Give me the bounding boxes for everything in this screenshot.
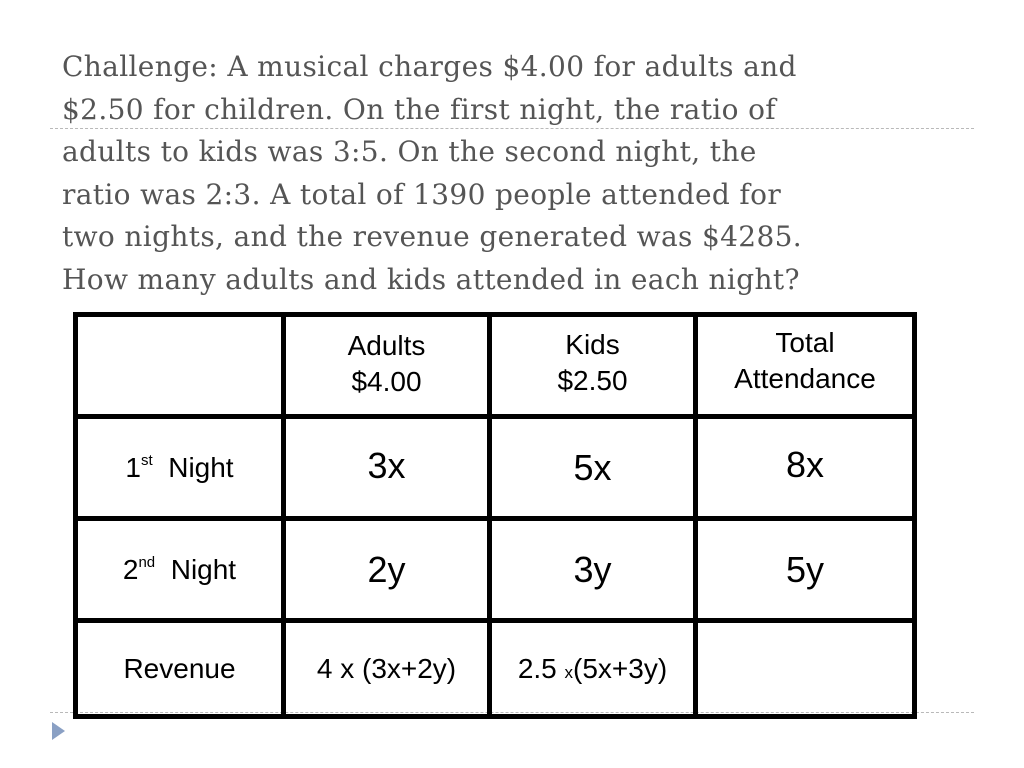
problem-line-1: Challenge: A musical charges $4.00 for adults and — [62, 50, 797, 83]
night1-num: 1 — [125, 451, 141, 483]
problem-line-4: ratio was 2:3. A total of 1390 people attended for — [62, 177, 782, 211]
night1-total: 8x — [696, 417, 915, 519]
problem-statement — [62, 46, 982, 301]
triangle-right-icon — [52, 722, 65, 740]
ratio-table — [73, 312, 917, 719]
problem-line-2: $2.50 for children. On the first night, the ratio of — [62, 92, 776, 126]
table-row-revenue — [76, 621, 915, 717]
revenue-kids — [490, 621, 696, 717]
header-adults — [284, 315, 490, 417]
row-label-revenue: Revenue — [76, 621, 284, 717]
night1-sup: st — [140, 451, 153, 469]
night2-adults: 2y — [284, 519, 490, 621]
revenue-total — [696, 621, 915, 717]
revenue-adults: 4 x (3x+2y) — [284, 621, 490, 717]
night2-sup: nd — [138, 553, 156, 571]
table-row-night1 — [76, 417, 915, 519]
revenue-kids-x: x — [564, 662, 574, 682]
problem-line-5: two nights, and the revenue generated was $4285. — [62, 220, 803, 253]
header-total — [696, 315, 915, 417]
night2-num: 2 — [122, 553, 139, 585]
table-row-night2 — [76, 519, 915, 621]
night2-total: 5y — [696, 519, 915, 621]
header-kids — [490, 315, 696, 417]
header-adults-price: $4.00 — [351, 365, 422, 397]
header-row — [76, 315, 915, 417]
row-label-night2 — [76, 519, 284, 621]
header-adults-label: Adults — [347, 329, 426, 361]
night2-kids: 3y — [490, 519, 696, 621]
revenue-kids-suffix: (5x+3y) — [573, 652, 668, 684]
header-total-label1: Total — [775, 326, 835, 358]
corner-cell — [76, 315, 284, 417]
header-kids-price: $2.50 — [557, 364, 628, 396]
night1-adults: 3x — [284, 417, 490, 519]
problem-line-3: adults to kids was 3:5. On the second night, the — [62, 135, 757, 168]
night1-word: Night — [168, 451, 234, 483]
revenue-kids-prefix: 2.5 — [517, 652, 565, 684]
header-total-label2: Attendance — [734, 362, 876, 394]
night1-kids: 5x — [490, 417, 696, 519]
row-label-night1 — [76, 417, 284, 519]
problem-line-6: How many adults and kids attended in each night? — [62, 262, 800, 296]
header-kids-label: Kids — [565, 328, 620, 360]
night2-word: Night — [170, 553, 237, 585]
